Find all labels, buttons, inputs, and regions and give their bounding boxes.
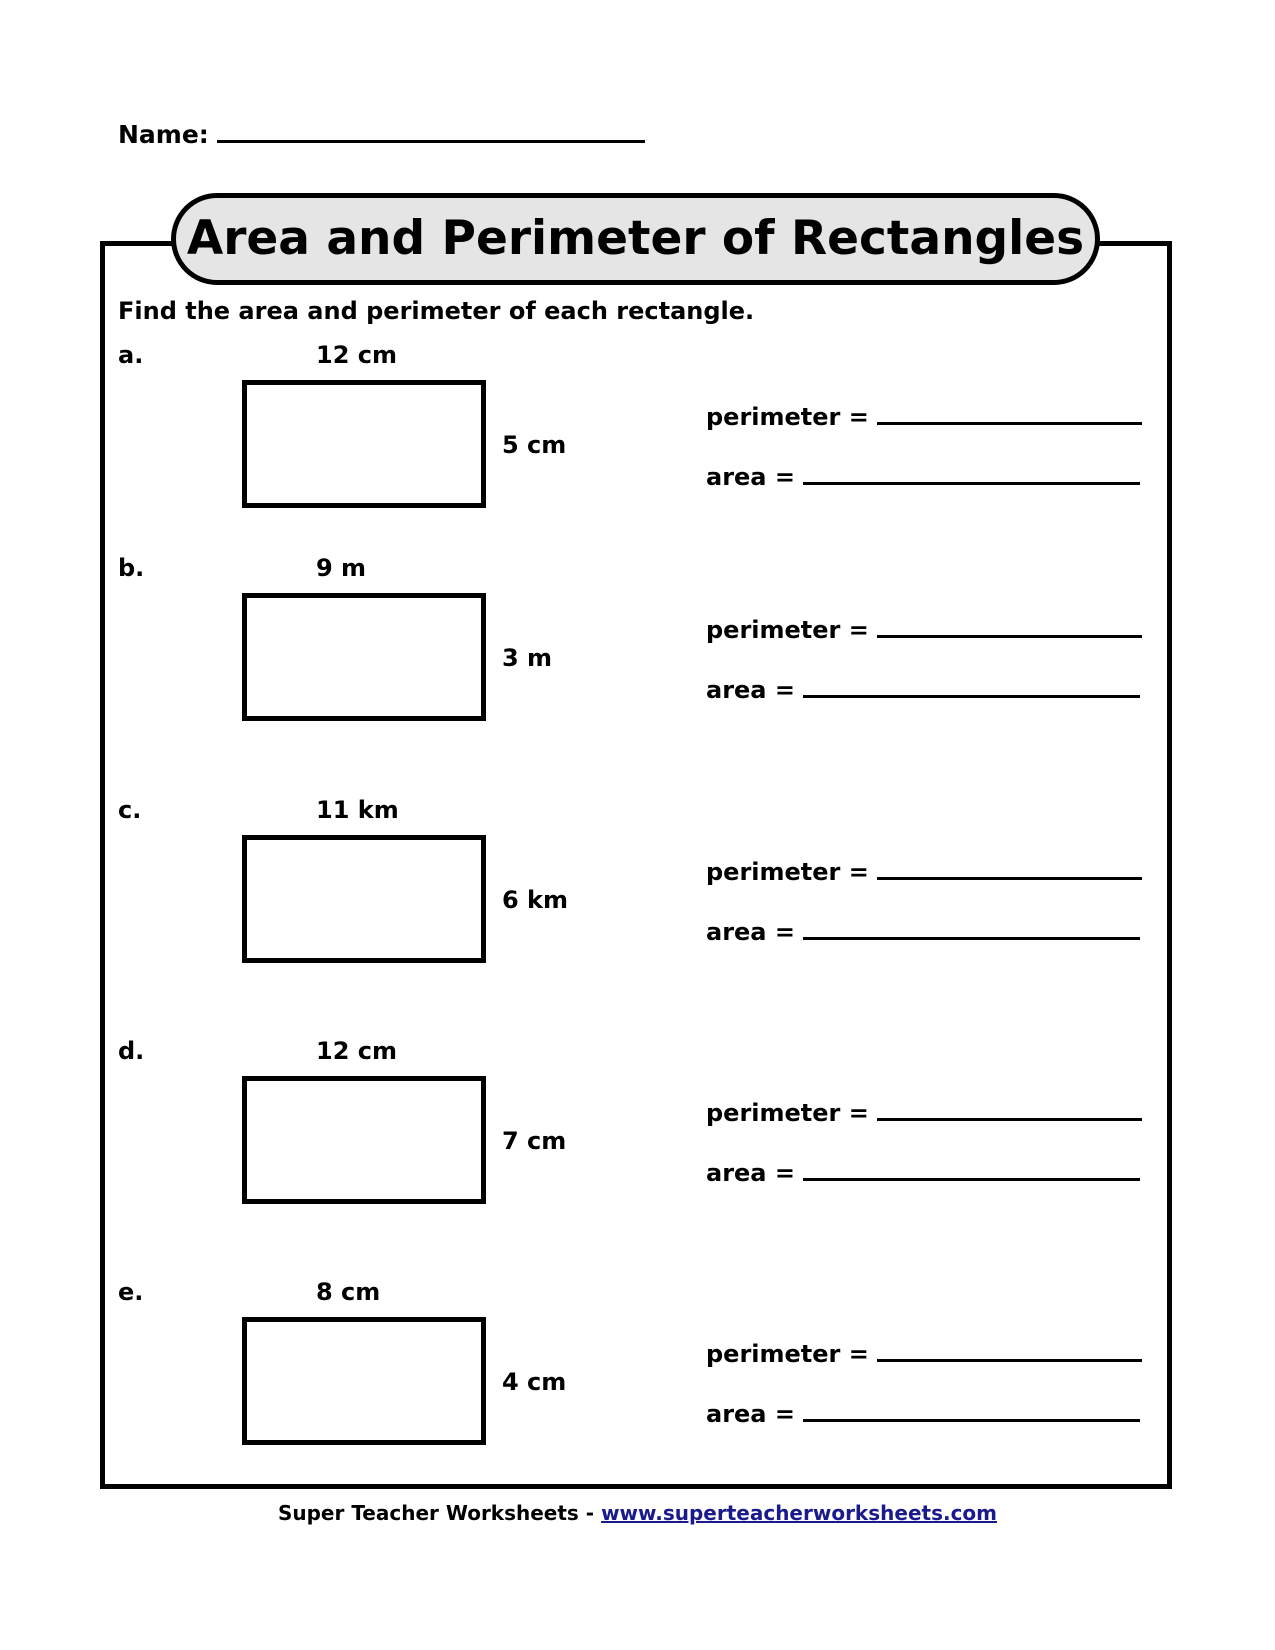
problem-d	[0, 1036, 1275, 1236]
problem-c	[0, 795, 1275, 995]
rectangle-figure	[242, 380, 486, 508]
area-blank[interactable]	[803, 915, 1140, 940]
rectangle-figure	[242, 835, 486, 963]
problem-label: d.	[118, 1037, 145, 1065]
perimeter-blank[interactable]	[877, 855, 1142, 880]
area-blank[interactable]	[803, 673, 1140, 698]
title-banner	[171, 193, 1100, 285]
area-label: area =	[706, 1159, 795, 1187]
rectangle-length-label: 8 cm	[316, 1278, 381, 1306]
perimeter-label: perimeter =	[706, 616, 869, 644]
rectangle-width-label: 7 cm	[502, 1127, 567, 1155]
problem-label: c.	[118, 796, 142, 824]
perimeter-answer	[706, 855, 1142, 887]
area-answer	[706, 1156, 1140, 1188]
name-label: Name:	[118, 120, 209, 149]
area-answer	[706, 673, 1140, 705]
rectangle-width-label: 5 cm	[502, 431, 567, 459]
instructions: Find the area and perimeter of each rectangle.	[118, 297, 755, 325]
problem-label: a.	[118, 341, 144, 369]
perimeter-label: perimeter =	[706, 858, 869, 886]
problem-label: b.	[118, 554, 145, 582]
area-label: area =	[706, 1400, 795, 1428]
perimeter-blank[interactable]	[877, 400, 1142, 425]
rectangle-figure	[242, 1076, 486, 1204]
name-field-row	[118, 116, 645, 150]
area-label: area =	[706, 676, 795, 704]
problem-label: e.	[118, 1278, 144, 1306]
perimeter-answer	[706, 1096, 1142, 1128]
footer	[0, 1500, 1275, 1526]
footer-text: Super Teacher Worksheets -	[277, 1501, 602, 1525]
area-label: area =	[706, 463, 795, 491]
rectangle-width-label: 4 cm	[502, 1368, 567, 1396]
area-answer	[706, 460, 1140, 492]
rectangle-length-label: 11 km	[316, 796, 399, 824]
perimeter-label: perimeter =	[706, 403, 869, 431]
name-blank-line[interactable]	[217, 116, 645, 143]
area-answer	[706, 1397, 1140, 1429]
perimeter-label: perimeter =	[706, 1340, 869, 1368]
perimeter-blank[interactable]	[877, 613, 1142, 638]
rectangle-length-label: 9 m	[316, 554, 367, 582]
rectangle-width-label: 3 m	[502, 644, 553, 672]
problem-e	[0, 1277, 1275, 1477]
rectangle-figure	[242, 593, 486, 721]
worksheet-title: Area and Perimeter of Rectangles	[186, 211, 1085, 266]
rectangle-length-label: 12 cm	[316, 341, 397, 369]
rectangle-figure	[242, 1317, 486, 1445]
perimeter-label: perimeter =	[706, 1099, 869, 1127]
area-blank[interactable]	[803, 1397, 1140, 1422]
perimeter-answer	[706, 1337, 1142, 1369]
perimeter-blank[interactable]	[877, 1096, 1142, 1121]
problem-a	[0, 340, 1275, 540]
problem-b	[0, 553, 1275, 753]
perimeter-answer	[706, 613, 1142, 645]
footer-link[interactable]: www.superteacherworksheets.com	[601, 1501, 998, 1525]
area-blank[interactable]	[803, 1156, 1140, 1181]
area-blank[interactable]	[803, 460, 1140, 485]
area-answer	[706, 915, 1140, 947]
rectangle-width-label: 6 km	[502, 886, 569, 914]
perimeter-blank[interactable]	[877, 1337, 1142, 1362]
area-label: area =	[706, 918, 795, 946]
rectangle-length-label: 12 cm	[316, 1037, 397, 1065]
perimeter-answer	[706, 400, 1142, 432]
